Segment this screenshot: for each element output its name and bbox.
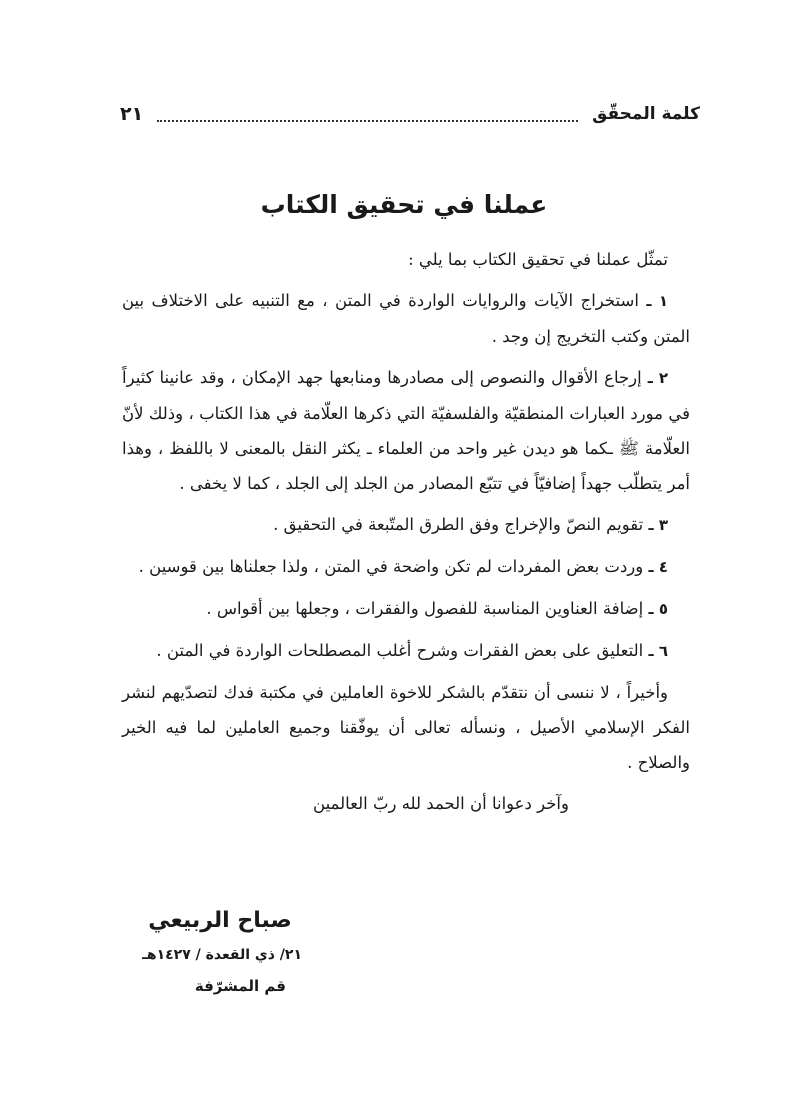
section-title: عملنا في تحقيق الكتاب: [260, 190, 548, 219]
item-number: ٥ ـ: [648, 600, 668, 618]
list-item-6: [122, 633, 690, 669]
item-text: إرجاع الأقوال والنصوص إلى مصادرها ومنابعها جهد الإمكان ، وقد عانينا كثيراً في مورد العبارات المنطقيّة والفلسفيّة التي ذكرها العلّامة في هذا الكتاب ، وذلك لأنّ العلّامة ﷺ ـكما هو ديدن غير واحد من العلماء ـ يكثر النقل بالمعنى لا باللفظ ، وهذا أمر يتطلّب جهداً إضافيّاً في تتبّع المصادر من الجلد إلى الجلد ، كما لا يخفى .: [122, 368, 690, 493]
intro-paragraph: تمثّل عملنا في تحقيق الكتاب بما يلي :: [408, 250, 668, 269]
final-praise: وآخر دعوانا أن الحمد لله ربّ العالمين: [313, 794, 569, 813]
item-number: ٦ ـ: [648, 642, 668, 660]
signature-place: قم المشرّفة: [194, 977, 286, 995]
closing-paragraph: وأخيراً ، لا ننسى أن نتقدّم بالشكر للاخوة العاملين في مكتبة فدك لتصدّيهم لنشر الفكر الإسلامي الأصيل ، ونسأله تعالى أن يوفّقنا وجميع العاملين لما فيه الخير والصلاح .: [122, 683, 690, 772]
signature-date: ٢١/ ذي القعدة / ١٤٢٧هـ: [142, 947, 302, 963]
header-dot-leader: [157, 106, 578, 122]
header-title: كلمة المحقّق: [592, 104, 700, 124]
item-number: ١ ـ: [646, 292, 668, 310]
list-item-5: [122, 591, 690, 627]
list-item-2: [122, 360, 690, 501]
item-number: ٢ ـ: [647, 369, 668, 387]
list-item-1: [122, 283, 690, 354]
item-text: التعليق على بعض الفقرات وشرح أغلب المصطلحات الواردة في المتن .: [156, 641, 644, 660]
page-number: ٢١: [120, 103, 144, 125]
list-item-4: [122, 549, 690, 585]
item-number: ٣ ـ: [648, 516, 668, 534]
item-text: تقويم النصّ والإخراج وفق الطرق المتّبعة في التحقيق .: [273, 515, 644, 534]
list-item-3: [122, 507, 690, 543]
item-text: وردت بعض المفردات لم تكن واضحة في المتن ، ولذا جعلناها بين قوسين .: [138, 557, 644, 576]
body-text: [122, 242, 690, 827]
author-name: صباح الربيعي: [148, 908, 292, 933]
signature-block: [100, 908, 360, 995]
running-header: [120, 98, 700, 130]
item-number: ٤ ـ: [648, 558, 668, 576]
item-text: استخراج الآيات والروايات الواردة في المتن ، مع التنبيه على الاختلاف بين المتن وكتب التخريج إن وجد .: [122, 291, 690, 346]
item-text: إضافة العناوين المناسبة للفصول والفقرات ، وجعلها بين أقواس .: [206, 599, 644, 618]
